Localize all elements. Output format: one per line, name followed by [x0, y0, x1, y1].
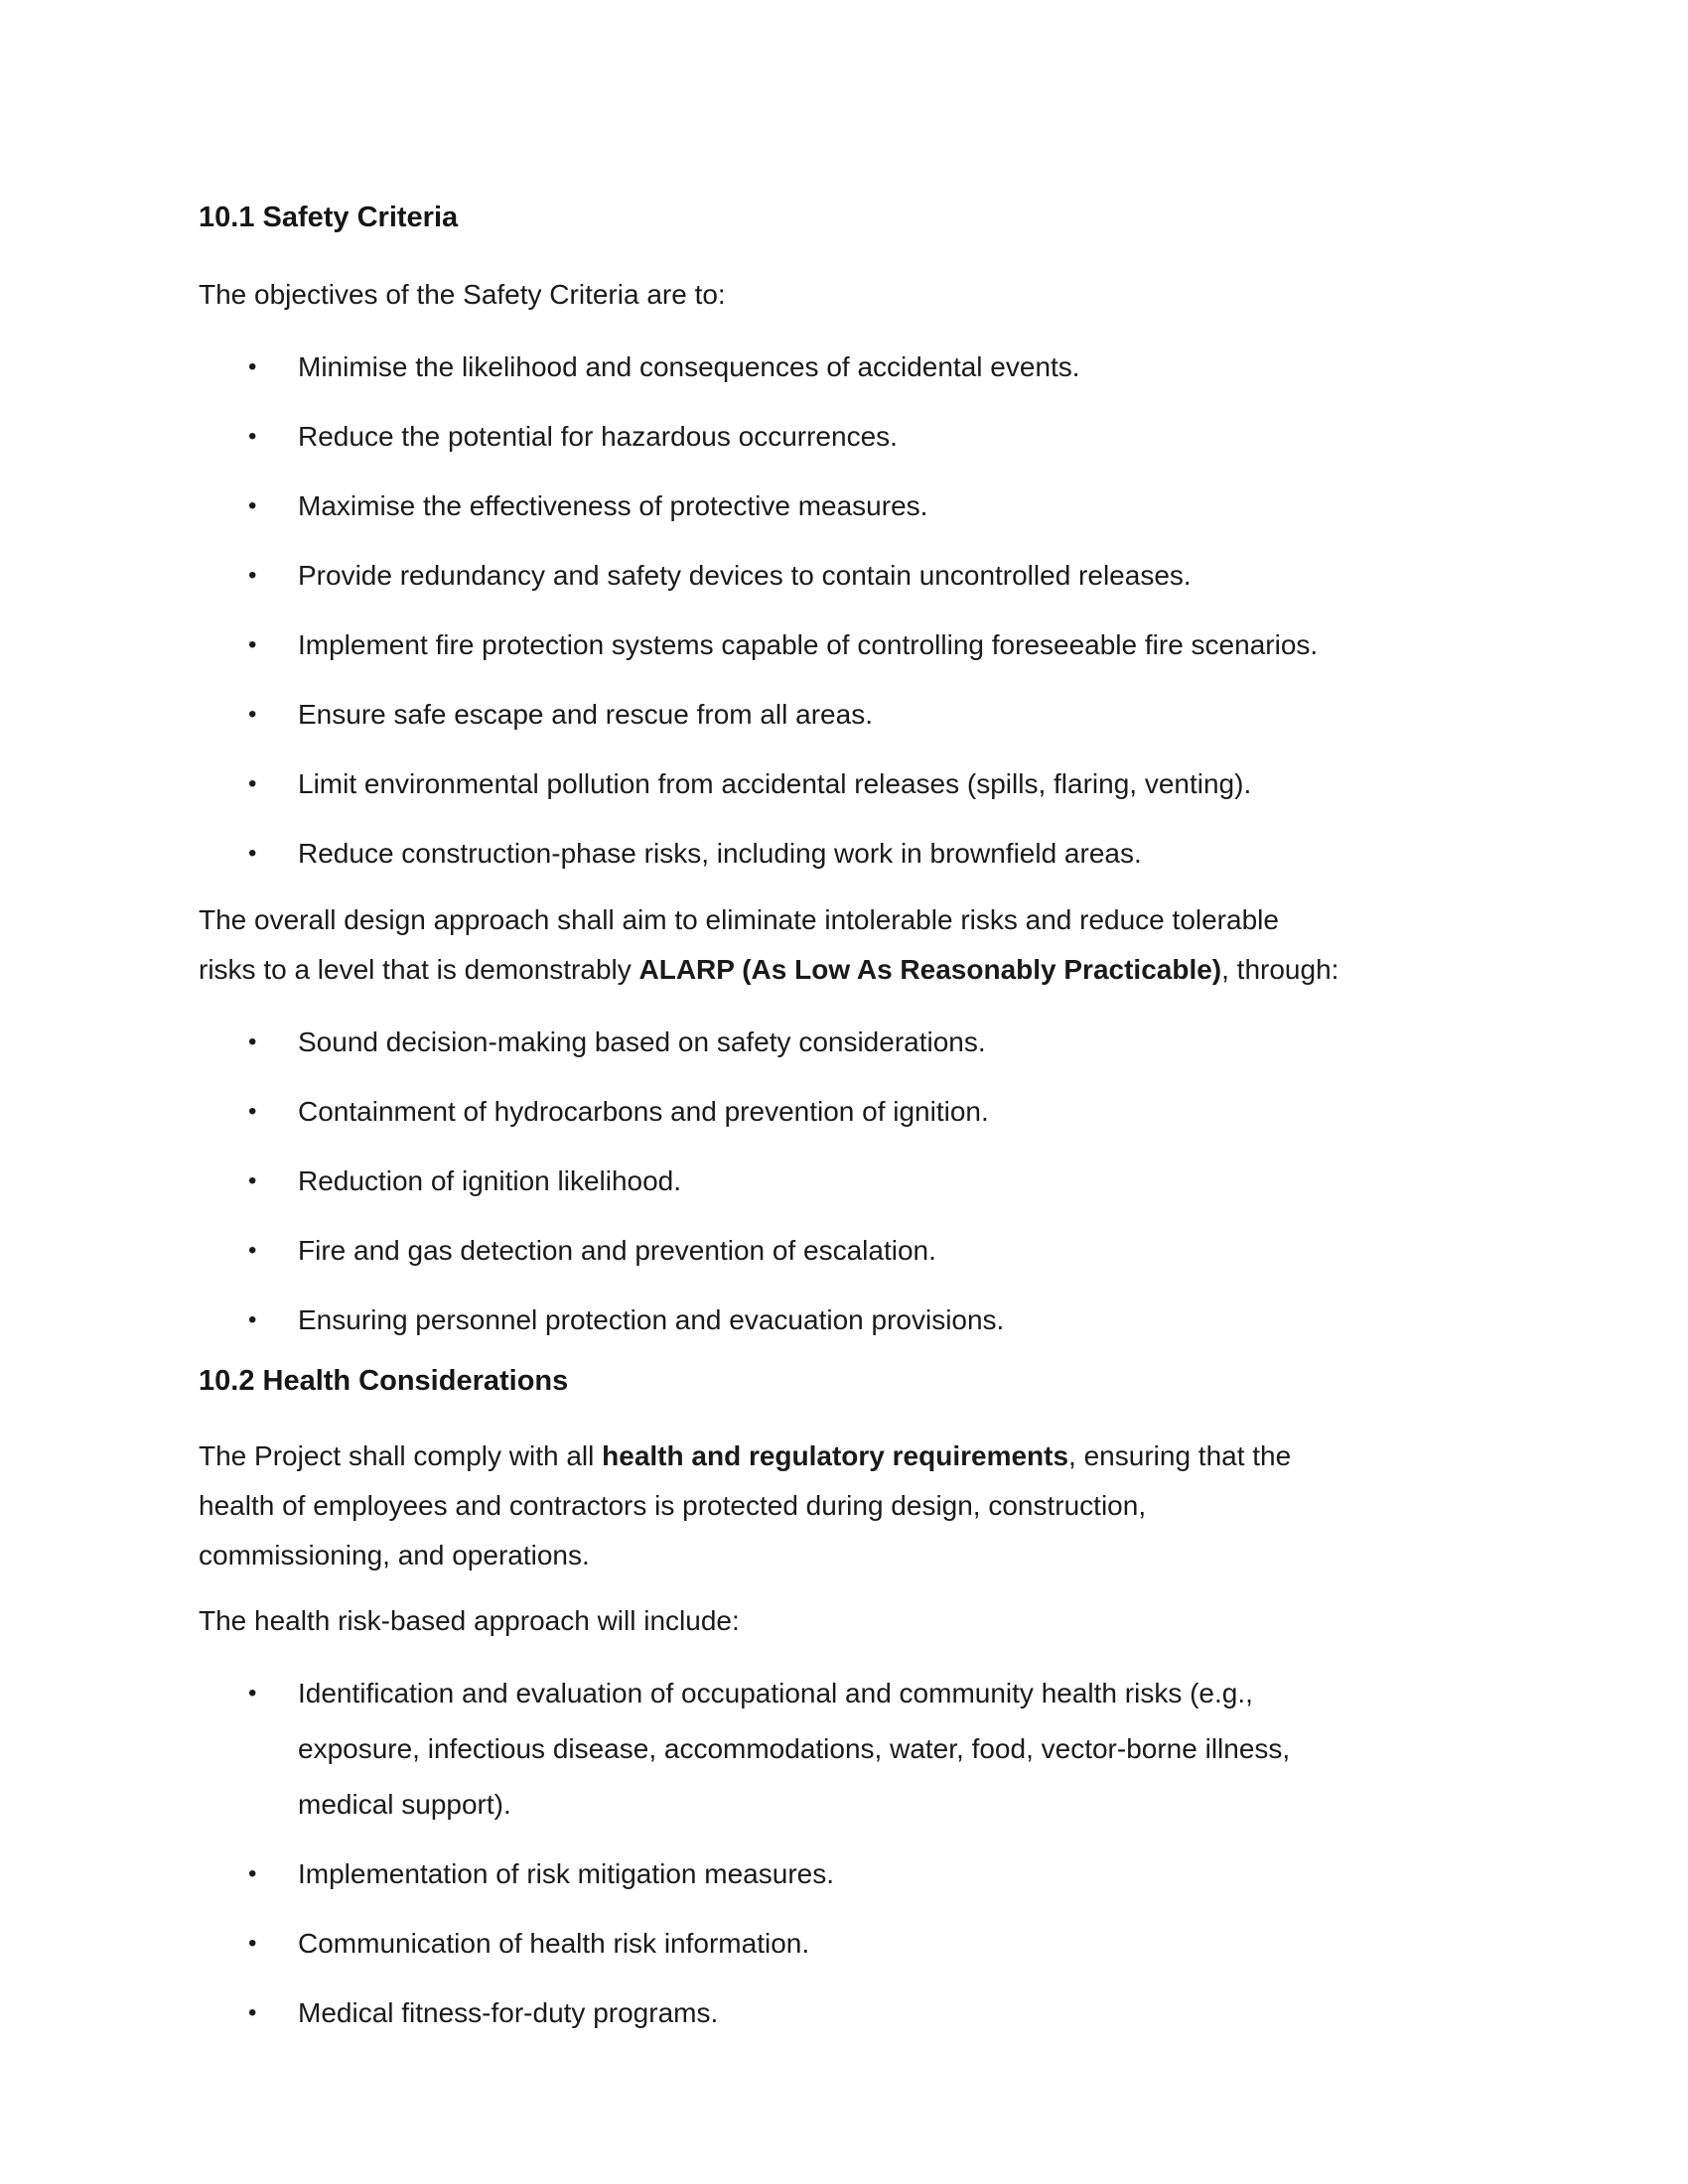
health-approach-intro-paragraph: The health risk-based approach will include:: [199, 1605, 740, 1636]
list-item-text: Implementation of risk mitigation measures.: [298, 1858, 834, 1889]
list-item-text: Reduce construction-phase risks, including work in brownfield areas.: [298, 838, 1142, 869]
list-item-text: Medical fitness-for-duty programs.: [298, 1997, 719, 2028]
list-item: [199, 1154, 1489, 1209]
paragraph-line: [199, 895, 1489, 945]
paragraph-line: [199, 1432, 1489, 1481]
bullet-icon: •: [248, 492, 257, 519]
bullet-icon: •: [248, 631, 257, 658]
list-item-text: Ensure safe escape and rescue from all areas.: [298, 699, 873, 730]
list-item-text: Reduction of ignition likelihood.: [298, 1165, 682, 1196]
list-item: [199, 1293, 1489, 1348]
bullet-icon: •: [248, 840, 257, 867]
paragraph-line: [199, 945, 1489, 995]
bullet-icon: •: [248, 770, 257, 797]
bullet-icon: •: [248, 1860, 257, 1887]
section-heading-safety-criteria: 10.1 Safety Criteria: [199, 202, 459, 233]
bullet-icon: •: [248, 1098, 257, 1125]
list-item-text: [298, 1666, 1489, 1833]
bullet-icon: •: [248, 1167, 257, 1194]
health-compliance-paragraph: [199, 1432, 1489, 1580]
list-item-line: exposure, infectious disease, accommodations, water, food, vector-borne illness,: [298, 1733, 1291, 1764]
list-item: [199, 1223, 1489, 1279]
paragraph-text: , through:: [1221, 954, 1339, 985]
paragraph-text: , ensuring that the: [1068, 1440, 1292, 1471]
safety-intro-paragraph: The objectives of the Safety Criteria are to:: [199, 279, 726, 310]
list-item: [199, 478, 1489, 534]
list-item: [199, 617, 1489, 673]
paragraph-line: [199, 1481, 1489, 1531]
list-item: [199, 1985, 1489, 2041]
bullet-icon: •: [248, 1680, 257, 1706]
list-item-text: Provide redundancy and safety devices to contain uncontrolled releases.: [298, 560, 1192, 591]
alarp-measures-list: [199, 1015, 1489, 1348]
bullet-icon: •: [248, 1930, 257, 1957]
list-item: [199, 1084, 1489, 1140]
bullet-icon: •: [248, 1028, 257, 1055]
bullet-icon: •: [248, 353, 257, 380]
list-item: [199, 756, 1489, 812]
bullet-icon: •: [248, 423, 257, 450]
bullet-icon: •: [248, 1999, 257, 2026]
list-item-line: medical support).: [298, 1789, 511, 1820]
list-item: [199, 409, 1489, 465]
list-item-line: Identification and evaluation of occupational and community health risks (e.g.,: [298, 1678, 1253, 1708]
list-item-text: Minimise the likelihood and consequences of accidental events.: [298, 351, 1080, 382]
safety-objectives-list: [199, 340, 1489, 882]
list-item-text: Sound decision-making based on safety considerations.: [298, 1026, 986, 1057]
bullet-icon: •: [248, 562, 257, 589]
alarp-paragraph: [199, 895, 1489, 995]
list-item-text: Implement fire protection systems capable of controlling foreseeable fire scenarios.: [298, 629, 1319, 660]
bullet-icon: •: [248, 1237, 257, 1264]
list-item: [199, 1666, 1489, 1833]
list-item: [199, 826, 1489, 882]
paragraph-text: The overall design approach shall aim to eliminate intolerable risks and reduce tolerable: [199, 904, 1279, 935]
list-item-text: Containment of hydrocarbons and prevention of ignition.: [298, 1096, 989, 1127]
list-item-text: Limit environmental pollution from accidental releases (spills, flaring, venting).: [298, 768, 1252, 799]
list-item-text: Communication of health risk information.: [298, 1928, 810, 1959]
list-item: [199, 1846, 1489, 1902]
bullet-icon: •: [248, 1306, 257, 1333]
section-heading-health-considerations: 10.2 Health Considerations: [199, 1365, 569, 1397]
paragraph-text: The Project shall comply with all: [199, 1440, 603, 1471]
list-item-text: Ensuring personnel protection and evacuation provisions.: [298, 1304, 1005, 1335]
paragraph-line: [199, 1531, 1489, 1580]
list-item-text: Reduce the potential for hazardous occurrences.: [298, 421, 898, 452]
bullet-icon: •: [248, 701, 257, 728]
health-approach-list: [199, 1666, 1489, 2041]
list-item: [199, 1916, 1489, 1972]
paragraph-text: commissioning, and operations.: [199, 1540, 590, 1570]
list-item: [199, 687, 1489, 743]
list-item: [199, 340, 1489, 395]
paragraph-text: health of employees and contractors is protected during design, construction,: [199, 1490, 1147, 1521]
health-bold-text: health and regulatory requirements: [602, 1440, 1069, 1471]
list-item: [199, 548, 1489, 604]
alarp-bold-text: ALARP (As Low As Reasonably Practicable): [638, 954, 1222, 985]
list-item-text: Fire and gas detection and prevention of escalation.: [298, 1235, 936, 1266]
list-item: [199, 1015, 1489, 1070]
paragraph-text: risks to a level that is demonstrably: [199, 954, 639, 985]
list-item-text: Maximise the effectiveness of protective measures.: [298, 490, 928, 521]
